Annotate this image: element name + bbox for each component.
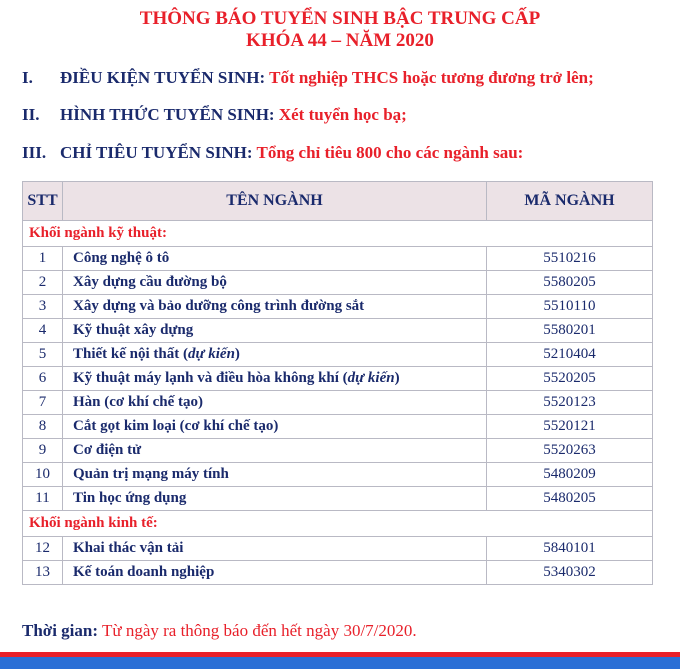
table-row [23, 271, 653, 295]
group-label: Khối ngành kinh tế: [23, 511, 653, 537]
row-stt: 5 [23, 343, 63, 367]
row-code: 5510216 [487, 247, 653, 271]
row-name-tail: ) [394, 370, 400, 386]
table-row [23, 463, 653, 487]
row-code: 5840101 [487, 537, 653, 561]
table-row [23, 247, 653, 271]
row-name: Cắt gọt kim loại (cơ khí chế tạo) [63, 415, 487, 439]
group-row-technical [23, 221, 653, 247]
table-row [23, 391, 653, 415]
row-stt: 3 [23, 295, 63, 319]
section-number: II. [22, 105, 40, 124]
row-name: Công nghệ ô tô [63, 247, 487, 271]
time-text: Từ ngày ra thông báo đến hết ngày 30/7/2020. [98, 621, 417, 640]
row-code: 5480209 [487, 463, 653, 487]
section-number: III. [22, 143, 47, 162]
row-name [63, 343, 487, 367]
row-code: 5580201 [487, 319, 653, 343]
table-row [23, 415, 653, 439]
row-name: Xây dựng cầu đường bộ [63, 271, 487, 295]
row-name: Cơ điện tử [63, 439, 487, 463]
section-admission-method [22, 104, 407, 126]
row-code: 5510110 [487, 295, 653, 319]
title-line-1: THÔNG BÁO TUYỂN SINH BẬC TRUNG CẤP [139, 8, 541, 29]
group-label: Khối ngành kỹ thuật: [23, 221, 653, 247]
row-code: 5520121 [487, 415, 653, 439]
table-row [23, 537, 653, 561]
row-code: 5580205 [487, 271, 653, 295]
table-row [23, 343, 653, 367]
row-name-note: dự kiến [188, 346, 235, 362]
section-admission-condition [22, 67, 594, 89]
majors-table [22, 181, 653, 585]
table-header-row [23, 182, 653, 221]
row-stt: 8 [23, 415, 63, 439]
row-name: Tin học ứng dụng [63, 487, 487, 511]
row-stt: 1 [23, 247, 63, 271]
table-row [23, 487, 653, 511]
row-name-text: Thiết kế nội thất ( [73, 346, 189, 362]
table-row [23, 367, 653, 391]
row-name: Kỹ thuật xây dựng [63, 319, 487, 343]
header-name: TÊN NGÀNH [63, 182, 487, 221]
row-name: Kế toán doanh nghiệp [63, 561, 487, 585]
row-name: Quản trị mạng máy tính [63, 463, 487, 487]
row-name: Xây dựng và bảo dưỡng công trình đường sắt [63, 295, 487, 319]
section-value: Tổng chỉ tiêu 800 cho các ngành sau: [252, 143, 524, 162]
row-name-text: Kỹ thuật máy lạnh và điều hòa không khí ( [73, 370, 348, 386]
table-row [23, 561, 653, 585]
header-stt: STT [23, 182, 63, 221]
section-value: Tốt nghiệp THCS hoặc tương đương trở lên; [265, 68, 594, 87]
row-stt: 13 [23, 561, 63, 585]
row-stt: 2 [23, 271, 63, 295]
header-code: MÃ NGÀNH [487, 182, 653, 221]
section-value: Xét tuyển học bạ; [274, 105, 407, 124]
time-label: Thời gian: [22, 621, 99, 640]
row-code: 5340302 [487, 561, 653, 585]
row-name [63, 367, 487, 391]
section-number: I. [22, 68, 33, 87]
row-stt: 7 [23, 391, 63, 415]
title-line-2: KHÓA 44 – NĂM 2020 [246, 30, 434, 51]
section-heading: HÌNH THỨC TUYỂN SINH: [60, 105, 275, 124]
row-stt: 4 [23, 319, 63, 343]
row-code: 5520123 [487, 391, 653, 415]
section-heading: ĐIỀU KIỆN TUYỂN SINH: [60, 68, 266, 87]
row-name: Khai thác vận tải [63, 537, 487, 561]
footer-blue-stripe [0, 657, 680, 669]
row-stt: 10 [23, 463, 63, 487]
row-code: 5520205 [487, 367, 653, 391]
row-stt: 12 [23, 537, 63, 561]
table-row [23, 439, 653, 463]
time-notice [22, 620, 417, 642]
row-name: Hàn (cơ khí chế tạo) [63, 391, 487, 415]
table-row [23, 295, 653, 319]
table-row [23, 319, 653, 343]
row-stt: 6 [23, 367, 63, 391]
row-stt: 11 [23, 487, 63, 511]
row-name-tail: ) [234, 346, 240, 362]
group-row-economics [23, 511, 653, 537]
section-heading: CHỈ TIÊU TUYỂN SINH: [60, 143, 253, 162]
row-code: 5210404 [487, 343, 653, 367]
row-code: 5520263 [487, 439, 653, 463]
section-admission-quota [22, 142, 523, 164]
row-name-note: dự kiến [347, 370, 395, 386]
row-code: 5480205 [487, 487, 653, 511]
row-stt: 9 [23, 439, 63, 463]
